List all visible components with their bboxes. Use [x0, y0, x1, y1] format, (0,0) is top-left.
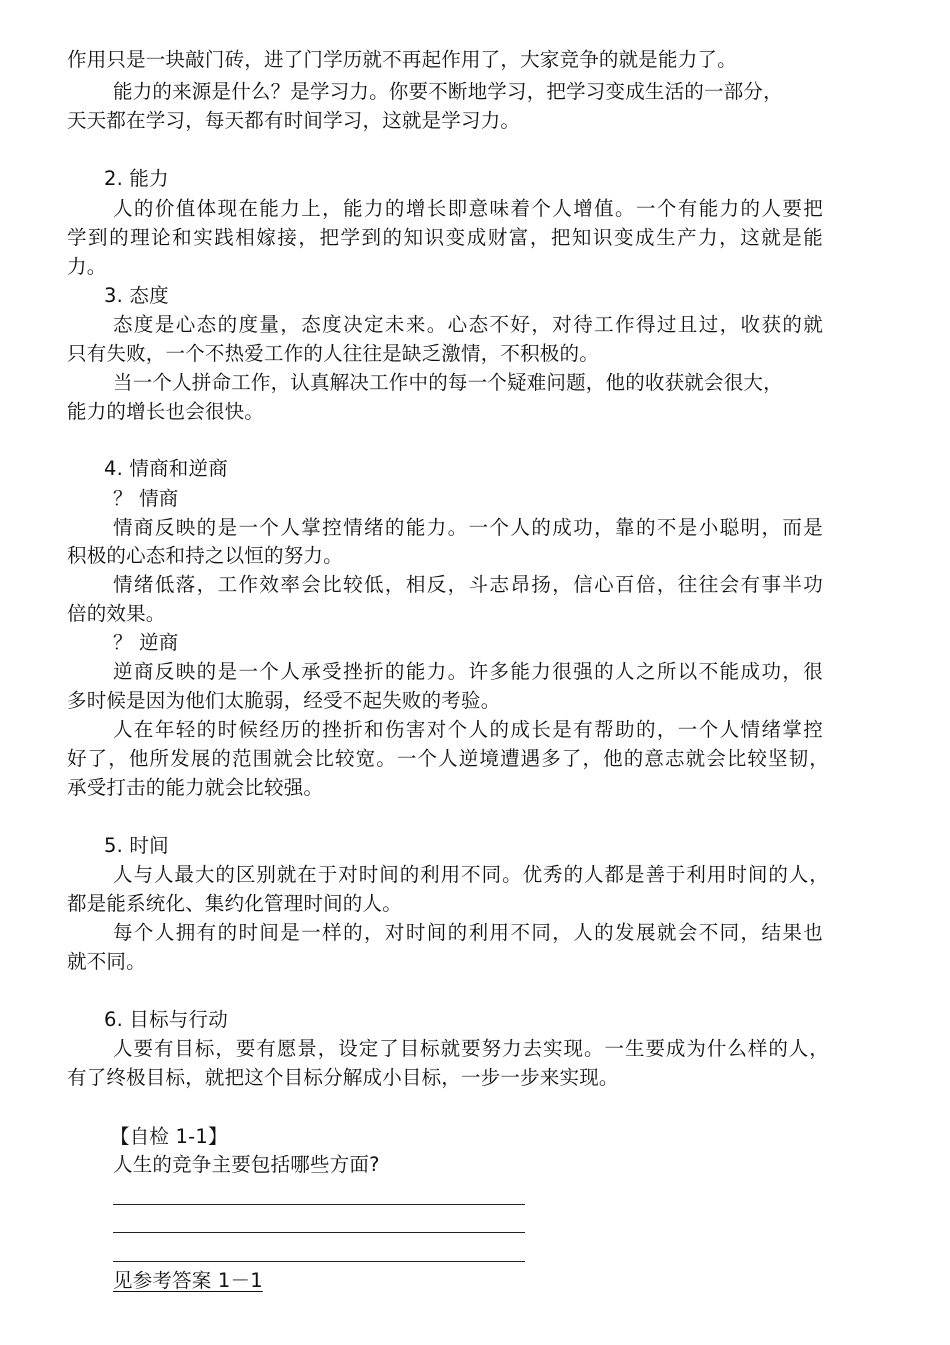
body-line: 只有失败，一个不热爱工作的人往往是缺乏激情，不积极的。	[67, 342, 599, 365]
section-heading: 4. 情商和逆商	[104, 457, 228, 480]
body-line: 倍的效果。	[67, 602, 166, 625]
body-line: 积极的心态和持之以恒的努力。	[67, 544, 343, 567]
self-check-title: 【自检 1-1】	[110, 1125, 228, 1148]
body-line: 承受打击的能力就会比较强。	[67, 776, 324, 799]
body-line: 情绪低落，工作效率会比较低，相反，斗志昂扬，信心百倍，往往会有事半功	[113, 573, 823, 596]
body-line: 天天都在学习，每天都有时间学习，这就是学习力。	[67, 109, 521, 132]
subsection-heading: ？ 情商	[113, 487, 179, 510]
self-check-question: 人生的竞争主要包括哪些方面?	[113, 1153, 380, 1176]
body-line: 人要有目标，要有愿景，设定了目标就要努力去实现。一生要成为什么样的人，	[113, 1037, 829, 1060]
body-line: 逆商反映的是一个人承受挫折的能力。许多能力很强的人之所以不能成功，很	[113, 660, 823, 683]
body-line: 作用只是一块敲门砖，进了门学历就不再起作用了，大家竞争的就是能力了。	[67, 48, 737, 71]
body-line: 能力的增长也会很快。	[67, 400, 265, 423]
body-line: 能力的来源是什么？是学习力。你要不断地学习，把学习变成生活的一部分，	[113, 80, 783, 103]
section-heading: 6. 目标与行动	[104, 1008, 228, 1031]
subsection-heading: ？ 逆商	[113, 631, 179, 654]
answer-reference-link[interactable]: 见参考答案 1－1	[113, 1269, 263, 1292]
body-line: 每个人拥有的时间是一样的，对时间的利用不同，人的发展就会不同，结果也	[113, 921, 823, 944]
section-heading: 2. 能力	[104, 167, 169, 190]
answer-blank-line[interactable]	[113, 1204, 525, 1205]
answer-blank-line[interactable]	[113, 1261, 525, 1262]
section-heading: 3. 态度	[104, 284, 169, 307]
body-line: 好了，他所发展的范围就会比较宽。一个人逆境遭遇多了，他的意志就会比较坚韧，	[67, 747, 829, 770]
body-line: 态度是心态的度量，态度决定未来。心态不好，对待工作得过且过，收获的就	[113, 313, 823, 336]
body-line: 力。	[67, 255, 107, 278]
body-line: 人的价值体现在能力上，能力的增长即意味着个人增值。一个有能力的人要把	[113, 197, 823, 220]
body-line: 人与人最大的区别就在于对时间的利用不同。优秀的人都是善于利用时间的人，	[113, 863, 829, 886]
body-line: 当一个人拼命工作，认真解决工作中的每一个疑难问题，他的收获就会很大，	[113, 371, 783, 394]
body-line: 都是能系统化、集约化管理时间的人。	[67, 892, 402, 915]
body-line: 情商反映的是一个人掌控情绪的能力。一个人的成功，靠的不是小聪明，而是	[113, 516, 823, 539]
body-line: 多时候是因为他们太脆弱，经受不起失败的考验。	[67, 689, 501, 712]
body-line: 有了终极目标，就把这个目标分解成小目标，一步一步来实现。	[67, 1066, 619, 1089]
section-heading: 5. 时间	[104, 834, 169, 857]
body-line: 人在年轻的时候经历的挫折和伤害对个人的成长是有帮助的，一个人情绪掌控	[113, 718, 823, 741]
body-line: 学到的理论和实践相嫁接，把学到的知识变成财富，把知识变成生产力，这就是能	[67, 226, 823, 249]
answer-blank-line[interactable]	[113, 1232, 525, 1233]
body-line: 就不同。	[67, 950, 146, 973]
